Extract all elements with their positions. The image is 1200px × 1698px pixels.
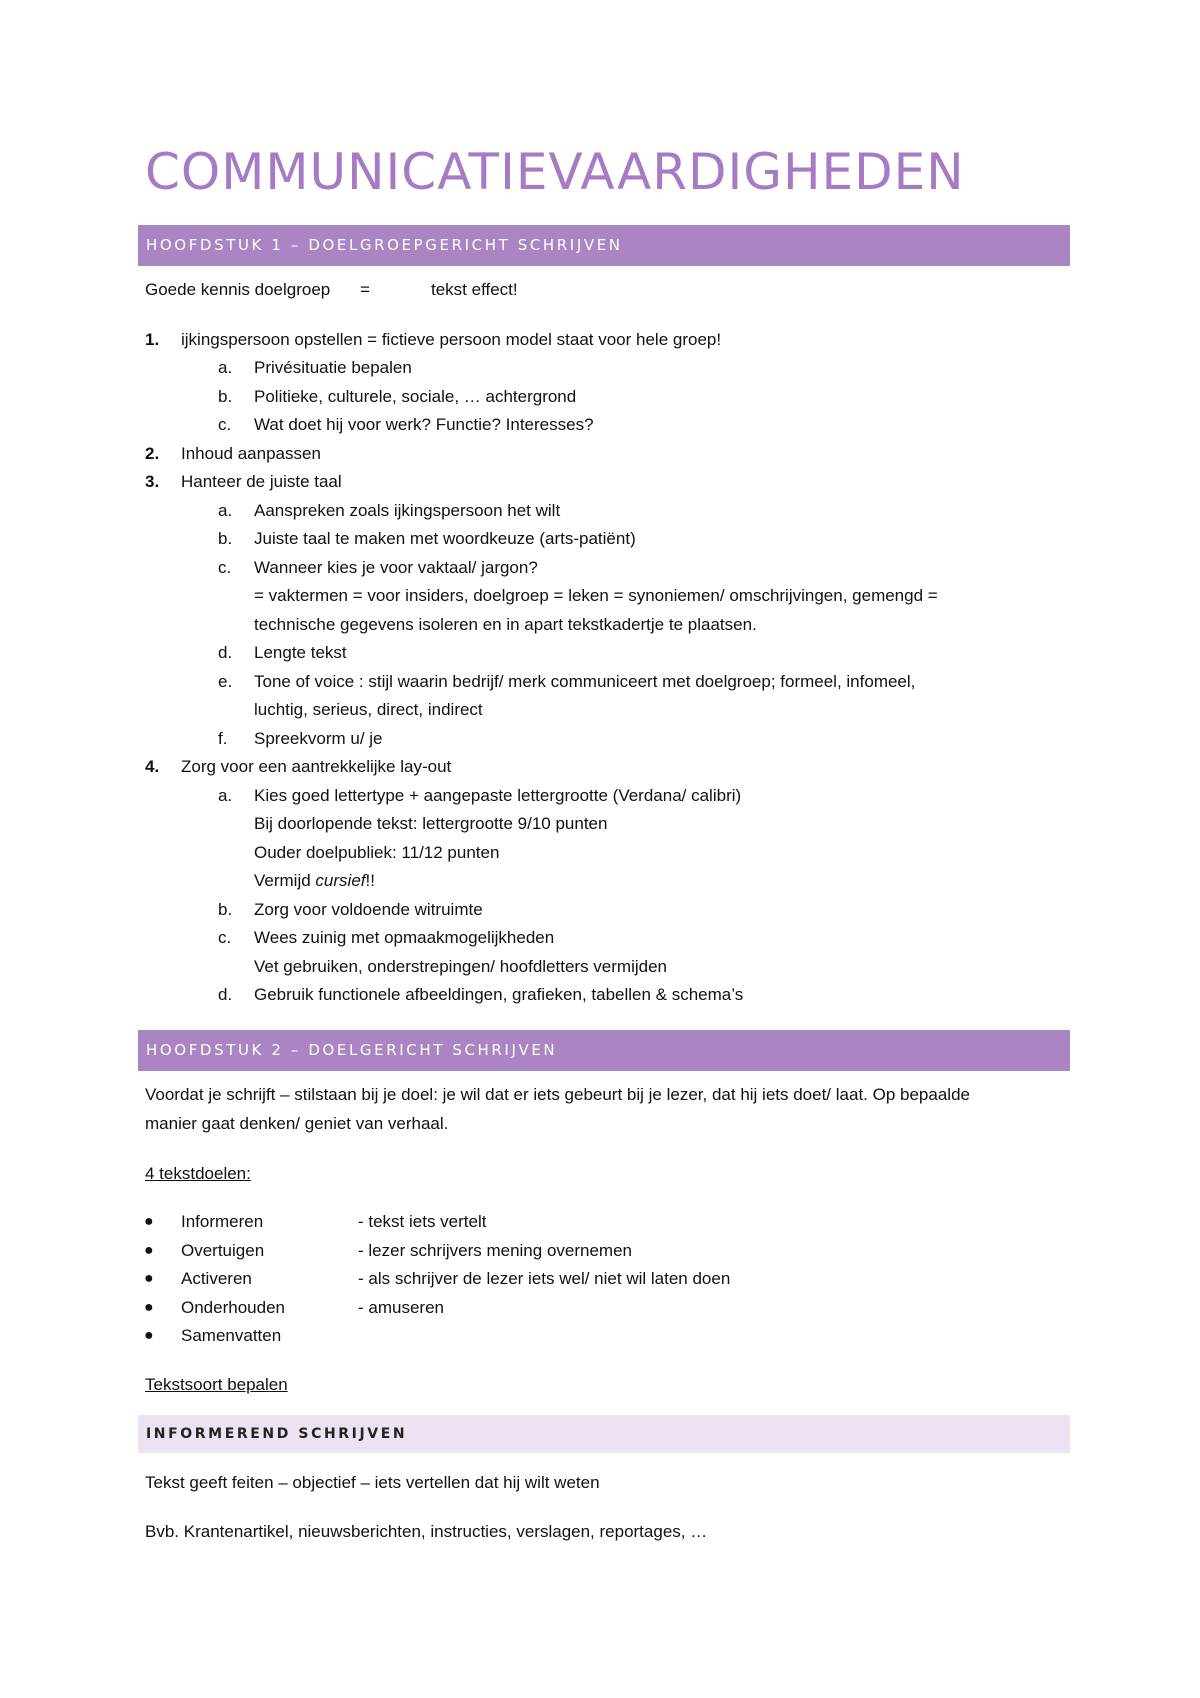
sub-item: Aanspreken zoals ijkingspersoon het wilt bbox=[254, 501, 561, 520]
goal-name: Overtuigen bbox=[181, 1241, 265, 1260]
intro-left: Goede kennis doelgroep bbox=[145, 280, 331, 299]
sub-letter: d. bbox=[218, 985, 233, 1004]
informerend-heading: INFORMEREND SCHRIJVEN bbox=[138, 1415, 1070, 1453]
bullet-icon: ● bbox=[144, 1270, 154, 1287]
goal-desc: - als schrijver de lezer iets wel/ niet wil laten doen bbox=[358, 1269, 731, 1288]
sub-item: Privésituatie bepalen bbox=[254, 358, 412, 377]
list-number: 4. bbox=[145, 757, 160, 776]
goal-name: Activeren bbox=[181, 1269, 252, 1288]
sub-letter: e. bbox=[218, 672, 233, 691]
chapter-2-heading: HOOFDSTUK 2 – DOELGERICHT SCHRIJVEN bbox=[138, 1030, 1070, 1071]
informerend-line-2: Bvb. Krantenartikel, nieuwsberichten, instructies, verslagen, reportages, … bbox=[145, 1522, 708, 1541]
goal-desc: - amuseren bbox=[358, 1298, 444, 1317]
avoid-italic-line bbox=[254, 870, 375, 892]
informerend-line-1: Tekst geeft feiten – objectief – iets vertellen dat hij wilt weten bbox=[145, 1473, 600, 1492]
bullet-icon: ● bbox=[144, 1213, 154, 1230]
sub-item-continuation: Vet gebruiken, onderstrepingen/ hoofdletters vermijden bbox=[254, 957, 667, 976]
ch2-intro-line-1: Voordat je schrijft – stilstaan bij je doel: je wil dat er iets gebeurt bij je lezer, dat hij iets doet/ laat. Op bepaalde bbox=[145, 1085, 970, 1104]
sub-item-continuation: Bij doorlopende tekst: lettergrootte 9/10 punten bbox=[254, 814, 608, 833]
avoid-italic-word: cursief bbox=[315, 871, 366, 890]
sub-letter: c. bbox=[218, 415, 232, 434]
avoid-prefix: Vermijd bbox=[254, 871, 316, 890]
sub-item: Juiste taal te maken met woordkeuze (arts-patiënt) bbox=[254, 529, 636, 548]
intro-right: tekst effect! bbox=[431, 280, 518, 299]
document-title: COMMUNICATIEVAARDIGHEDEN bbox=[145, 143, 965, 201]
intro-equals: = bbox=[360, 280, 370, 299]
list-item: ijkingspersoon opstellen = fictieve persoon model staat voor hele groep! bbox=[181, 330, 722, 349]
bullet-icon: ● bbox=[144, 1299, 154, 1316]
sub-item: Wanneer kies je voor vaktaal/ jargon? bbox=[254, 558, 538, 577]
sub-item-continuation: Ouder doelpubliek: 11/12 punten bbox=[254, 843, 500, 862]
sub-letter: c. bbox=[218, 558, 232, 577]
sub-letter: c. bbox=[218, 928, 232, 947]
sub-letter: f. bbox=[218, 729, 228, 748]
tekstsoort-heading: Tekstsoort bepalen bbox=[145, 1375, 288, 1394]
sub-letter: b. bbox=[218, 900, 233, 919]
sub-letter: a. bbox=[218, 786, 233, 805]
list-number: 3. bbox=[145, 472, 160, 491]
chapter-1-heading: HOOFDSTUK 1 – DOELGROEPGERICHT SCHRIJVEN bbox=[138, 225, 1070, 266]
sub-letter: b. bbox=[218, 387, 233, 406]
sub-letter: d. bbox=[218, 643, 233, 662]
sub-item: Wat doet hij voor werk? Functie? Interesses? bbox=[254, 415, 594, 434]
sub-item: Spreekvorm u/ je bbox=[254, 729, 383, 748]
bullet-icon: ● bbox=[144, 1242, 154, 1259]
sub-item: Wees zuinig met opmaakmogelijkheden bbox=[254, 928, 555, 947]
goal-name: Onderhouden bbox=[181, 1298, 285, 1317]
sub-item-continuation: luchtig, serieus, direct, indirect bbox=[254, 700, 483, 719]
list-item: Zorg voor een aantrekkelijke lay-out bbox=[181, 757, 452, 776]
sub-item: Lengte tekst bbox=[254, 643, 347, 662]
list-number: 1. bbox=[145, 330, 160, 349]
sub-letter: a. bbox=[218, 358, 233, 377]
bullet-icon: ● bbox=[144, 1327, 154, 1344]
sub-item: Kies goed lettertype + aangepaste lettergrootte (Verdana/ calibri) bbox=[254, 786, 742, 805]
goal-desc: - lezer schrijvers mening overnemen bbox=[358, 1241, 632, 1260]
sub-item: Zorg voor voldoende witruimte bbox=[254, 900, 483, 919]
sub-item: Tone of voice : stijl waarin bedrijf/ merk communiceert met doelgroep; formeel, infomeel, bbox=[254, 672, 916, 691]
goals-heading: 4 tekstdoelen: bbox=[145, 1164, 251, 1183]
sub-item: Politieke, culturele, sociale, … achtergrond bbox=[254, 387, 577, 406]
sub-item-continuation: technische gegevens isoleren en in apart tekstkadertje te plaatsen. bbox=[254, 615, 757, 634]
sub-letter: b. bbox=[218, 529, 233, 548]
avoid-suffix: !! bbox=[365, 871, 375, 890]
sub-item-continuation: = vaktermen = voor insiders, doelgroep = leken = synoniemen/ omschrijvingen, gemengd = bbox=[254, 586, 938, 605]
sub-item: Gebruik functionele afbeeldingen, grafieken, tabellen & schema’s bbox=[254, 985, 744, 1004]
list-number: 2. bbox=[145, 444, 160, 463]
ch2-intro-line-2: manier gaat denken/ geniet van verhaal. bbox=[145, 1114, 449, 1133]
goal-name: Samenvatten bbox=[181, 1326, 282, 1345]
list-item: Inhoud aanpassen bbox=[181, 444, 321, 463]
sub-letter: a. bbox=[218, 501, 233, 520]
goal-name: Informeren bbox=[181, 1212, 264, 1231]
goal-desc: - tekst iets vertelt bbox=[358, 1212, 487, 1231]
list-item: Hanteer de juiste taal bbox=[181, 472, 342, 491]
